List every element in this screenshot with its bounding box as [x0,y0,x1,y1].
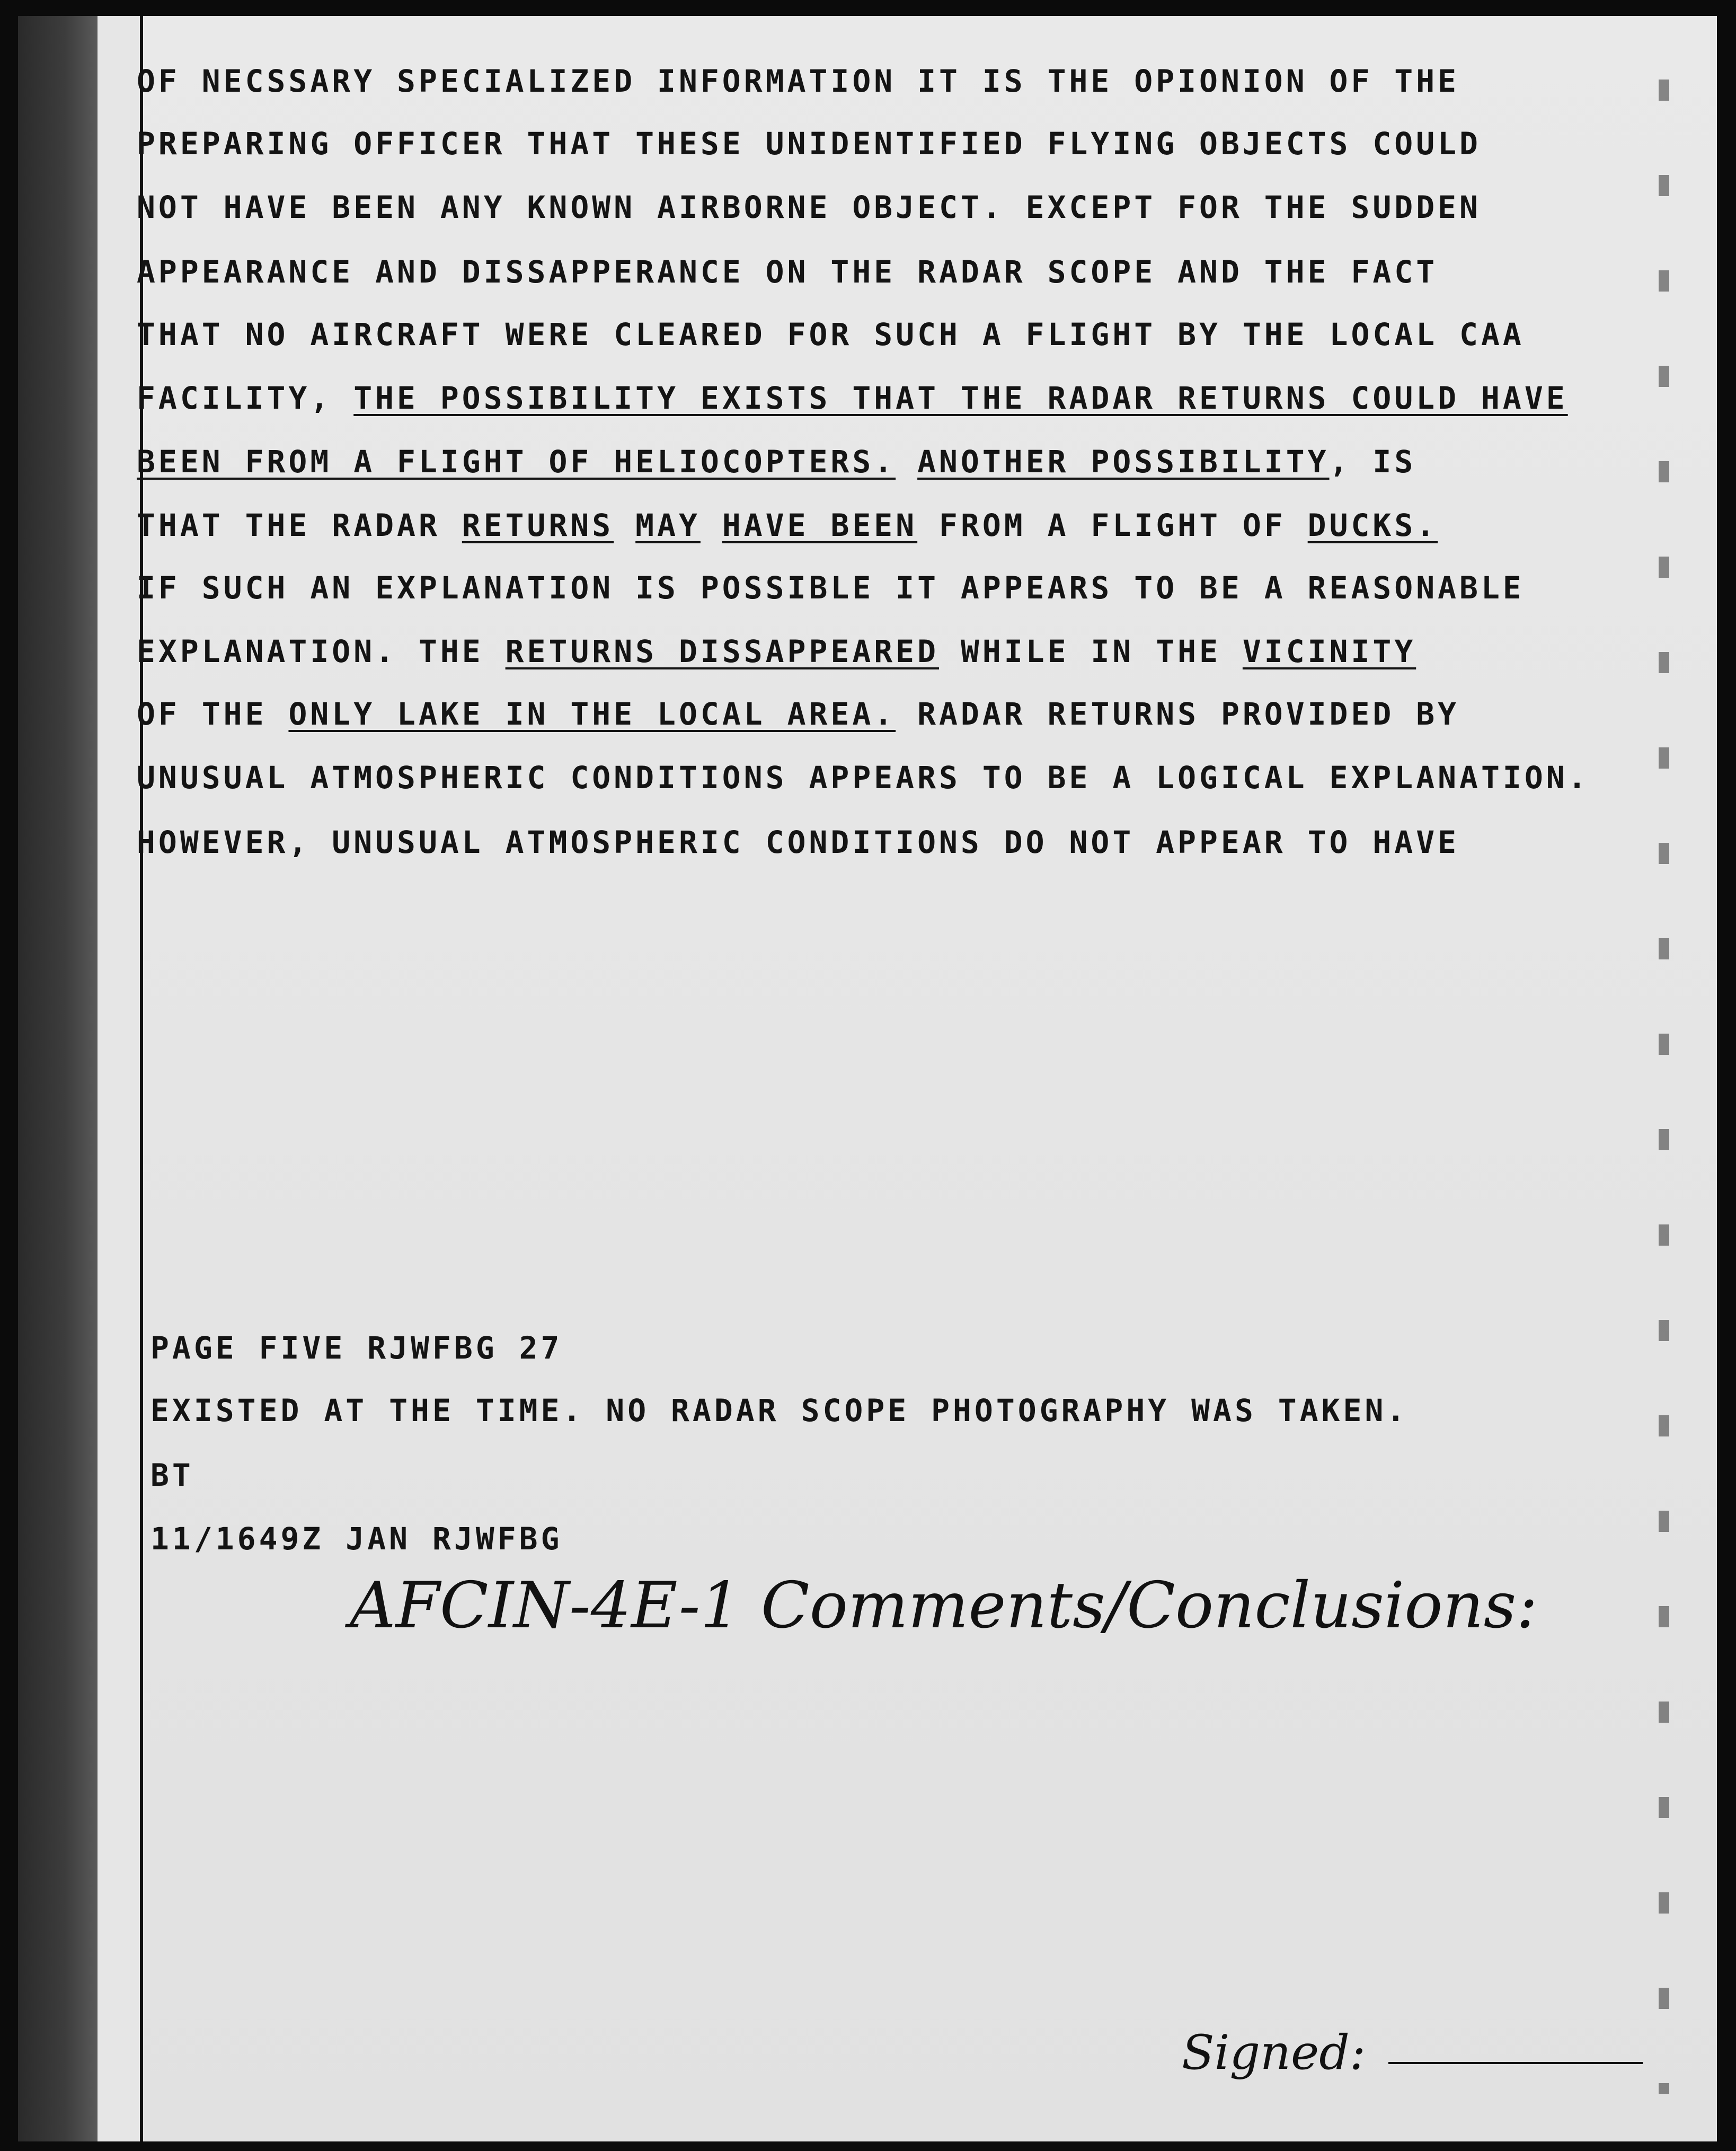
body-line-8-e [701,507,722,543]
underlined-returns-dissappeared: RETURNS DISSAPPEARED [505,633,940,669]
continuation-line-1: EXISTED AT THE TIME. NO RADAR SCOPE PHOTOGRAPHY WAS TAKEN. [150,1392,1409,1429]
underlined-helicopters: BEEN FROM A FLIGHT OF HELIOCOPTERS. [137,444,896,480]
body-line-1: OF NECSSARY SPECIALIZED INFORMATION IT IS THE OPIONION OF THE [137,63,1460,99]
body-line-4: APPEARANCE AND DISSAPPERANCE ON THE RADAR SCOPE AND THE FACT [137,254,1438,290]
underlined-vicinity: VICINITY [1242,633,1416,669]
body-line-2: PREPARING OFFICER THAT THESE UNIDENTIFIED FLYING OBJECTS COULD [137,126,1481,162]
body-line-7 [137,443,1416,480]
body-line-3: NOT HAVE BEEN ANY KNOWN AIRBORNE OBJECT. EXCEPT FOR THE SUDDEN [137,189,1481,225]
body-line-8 [137,507,1438,544]
body-line-7-space [896,444,917,480]
break-marker: BT [150,1457,194,1493]
body-line-6 [137,380,1568,417]
body-line-11-c: RADAR RETURNS PROVIDED BY [896,696,1460,732]
underlined-another-possibility: ANOTHER POSSIBILITY [917,444,1330,480]
body-line-9: IF SUCH AN EXPLANATION IS POSSIBLE IT APPEARS TO BE A REASONABLE [137,570,1525,606]
body-line-10 [137,633,1416,670]
page-header: PAGE FIVE RJWFBG 27 [150,1330,563,1366]
handwritten-annotation: AFCIN-4E-1 Comments/Conclusions: [350,1569,1538,1643]
body-line-5: THAT NO AIRCRAFT WERE CLEARED FOR SUCH A FLIGHT BY THE LOCAL CAA [137,316,1525,352]
underlined-may: MAY [635,507,701,543]
body-line-11 [137,695,1459,733]
date-time-group: 11/1649Z JAN RJWFBG [150,1521,563,1557]
body-line-8-a: THAT THE RADAR [137,507,462,543]
signature-line [1388,2062,1643,2064]
underlined-have-been: HAVE BEEN [722,507,918,543]
signed-label: Signed: [1182,2025,1366,2081]
body-line-10-a: EXPLANATION. THE [137,633,506,669]
perforation-marks [1659,80,1669,2094]
body-line-8-g: FROM A FLIGHT OF [917,507,1308,543]
underlined-only-lake: ONLY LAKE IN THE LOCAL AREA. [288,696,896,732]
body-line-10-c: WHILE IN THE [939,633,1243,669]
body-line-13: HOWEVER, UNUSUAL ATMOSPHERIC CONDITIONS DO NOT APPEAR TO HAVE [137,824,1460,860]
body-line-6-text: FACILITY, [137,380,354,416]
underlined-possibility: THE POSSIBILITY EXISTS THAT THE RADAR RETURNS COULD HAVE [353,380,1568,416]
body-line-12: UNUSUAL ATMOSPHERIC CONDITIONS APPEARS TO BE A LOGICAL EXPLANATION. [137,760,1590,796]
underlined-ducks: DUCKS. [1307,507,1438,543]
underlined-returns: RETURNS [462,507,614,543]
body-line-7-tail: , IS [1329,444,1416,480]
body-line-11-a: OF THE [137,696,289,732]
body-line-8-c [614,507,635,543]
